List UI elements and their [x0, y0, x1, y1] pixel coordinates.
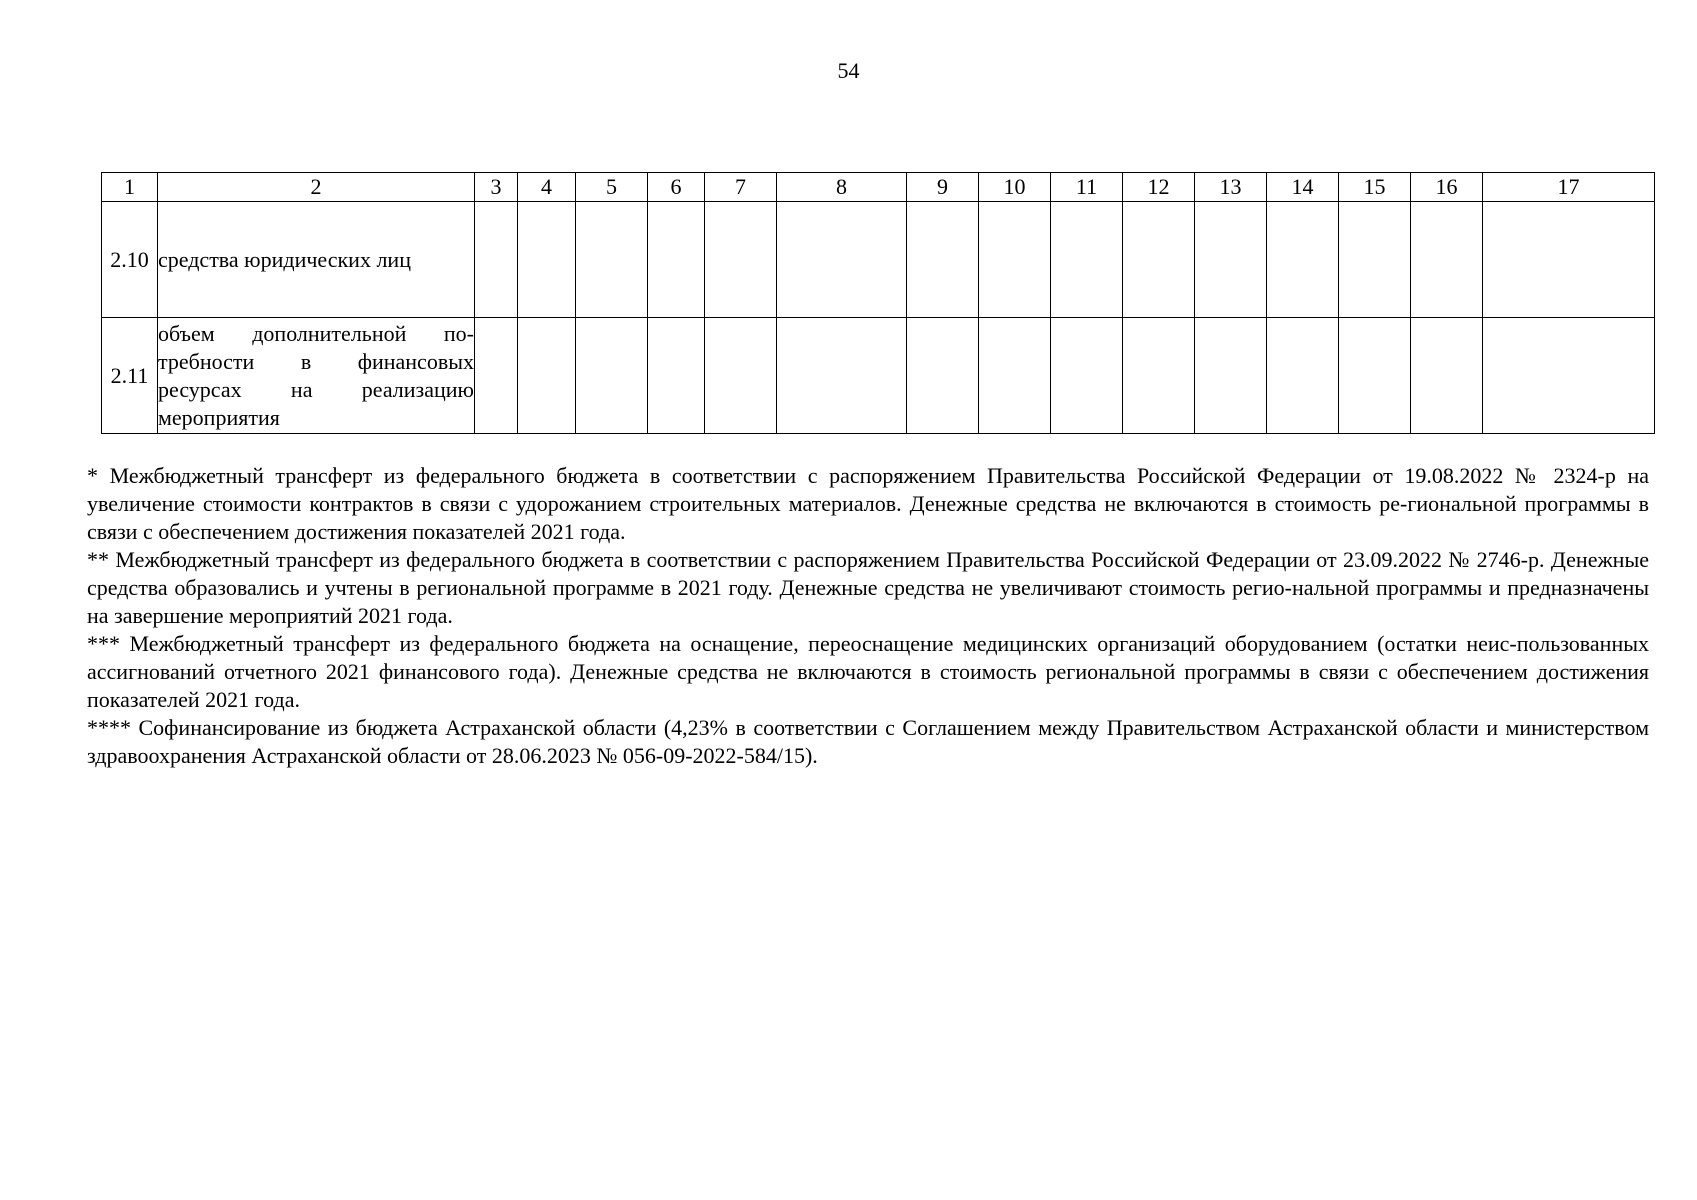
- table-row: [102, 318, 1655, 434]
- column-header: 9: [907, 173, 979, 202]
- table-cell: [1267, 202, 1339, 318]
- table-cell: [1123, 318, 1195, 434]
- table-cell: [648, 318, 705, 434]
- table-cell: [518, 318, 576, 434]
- table-cell: [979, 318, 1051, 434]
- row-name: средства юридических лиц: [158, 202, 475, 318]
- table-cell: [907, 318, 979, 434]
- column-header: 13: [1195, 173, 1267, 202]
- column-header: 11: [1051, 173, 1123, 202]
- column-header: 1: [102, 173, 158, 202]
- table-row: [102, 202, 1655, 318]
- table-cell: [1339, 202, 1411, 318]
- column-header: 16: [1411, 173, 1483, 202]
- footnote: ** Межбюджетный трансферт из федерального бюджета в соответствии с распоряжением Правительства Российской Федерации от 23.09.2022 № 2746-р. Денежные средства образовались и учтены в региональной программе в 2021 году. Денежные средства не увеличивают стоимость регио-нальной программы и предназначены на завершение мероприятий 2021 года.: [87, 547, 1649, 628]
- column-header: 12: [1123, 173, 1195, 202]
- table-cell: [1411, 202, 1483, 318]
- column-header: 6: [648, 173, 705, 202]
- table-cell: [475, 202, 518, 318]
- table-cell: [1411, 318, 1483, 434]
- table-cell: [979, 202, 1051, 318]
- footnote: **** Софинансирование из бюджета Астраханской области (4,23% в соответствии с Соглашением между Правительством Астраханской области и министерством здравоохранения Астраханской области от 28.06.2023 № 056-09-2022-584/15).: [87, 715, 1649, 768]
- row-number: 2.10: [102, 202, 158, 318]
- footnotes: [87, 462, 1649, 770]
- table-cell: [705, 202, 777, 318]
- column-header: 5: [576, 173, 648, 202]
- column-header: 3: [475, 173, 518, 202]
- table-cell: [705, 318, 777, 434]
- footnote: * Межбюджетный трансферт из федерального бюджета в соответствии с распоряжением Правительства Российской Федерации от 19.08.2022 № 2324-р на увеличение стоимости контрактов в связи с удорожанием строительных материалов. Денежные средства не включаются в стоимость ре-гиональной программы в связи с обеспечением достижения показателей 2021 года.: [87, 463, 1649, 544]
- table-cell: [907, 202, 979, 318]
- row-name: объем дополнительной по-требности в финансовых ресурсах на реализацию мероприятия: [158, 318, 475, 434]
- budget-table: [101, 172, 1655, 434]
- column-header: 7: [705, 173, 777, 202]
- table-header-row: [102, 173, 1655, 202]
- table-cell: [1267, 318, 1339, 434]
- table-cell: [1051, 318, 1123, 434]
- table-cell: [1483, 202, 1655, 318]
- table-cell: [1195, 318, 1267, 434]
- column-header: 2: [158, 173, 475, 202]
- table-cell: [777, 318, 907, 434]
- table-cell: [518, 202, 576, 318]
- table-cell: [1123, 202, 1195, 318]
- table-cell: [1195, 202, 1267, 318]
- footnote: *** Межбюджетный трансферт из федерального бюджета на оснащение, переоснащение медицинских организаций оборудованием (остатки неис-пользованных ассигнований отчетного 2021 финансового года). Денежные средства не включаются в стоимость региональной программы в связи с обеспечением достижения показателей 2021 года.: [87, 631, 1649, 712]
- table-cell: [1483, 318, 1655, 434]
- column-header: 8: [777, 173, 907, 202]
- page-number: 54: [837, 58, 860, 83]
- table-cell: [648, 202, 705, 318]
- table-cell: [475, 318, 518, 434]
- row-number: 2.11: [102, 318, 158, 434]
- column-header: 4: [518, 173, 576, 202]
- column-header: 10: [979, 173, 1051, 202]
- table-cell: [1051, 202, 1123, 318]
- table-cell: [576, 318, 648, 434]
- column-header: 17: [1483, 173, 1655, 202]
- column-header: 15: [1339, 173, 1411, 202]
- table-cell: [576, 202, 648, 318]
- table-cell: [1339, 318, 1411, 434]
- table-cell: [777, 202, 907, 318]
- column-header: 14: [1267, 173, 1339, 202]
